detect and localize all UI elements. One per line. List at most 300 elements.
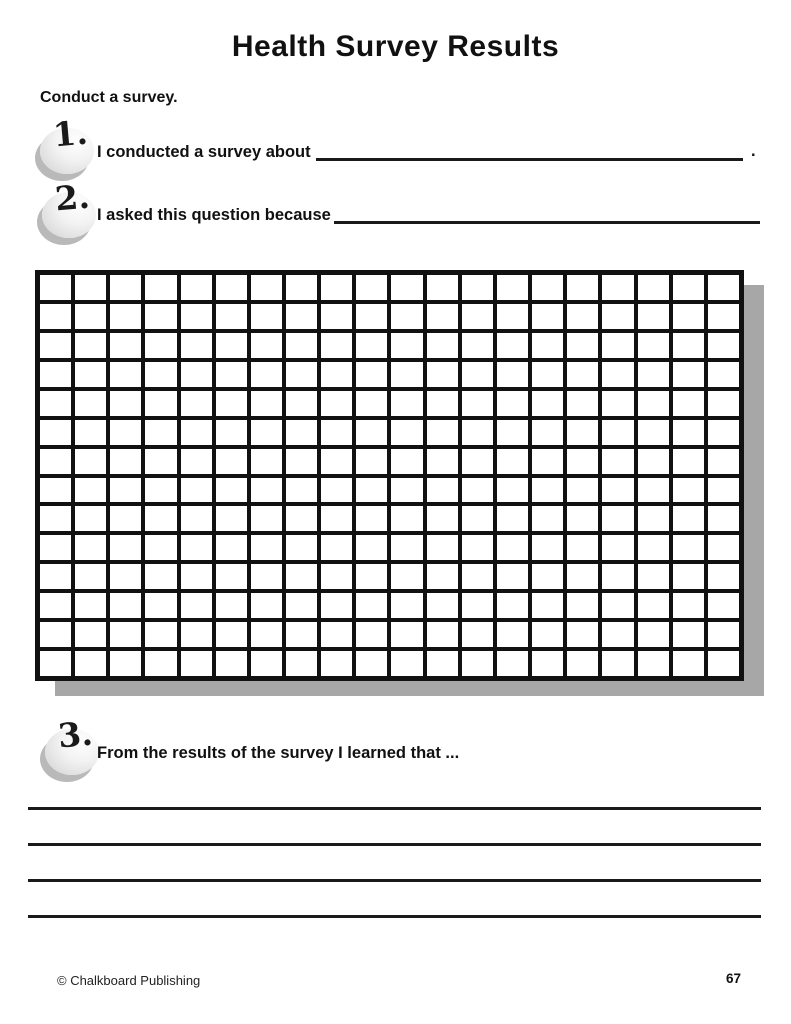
grid-cell — [567, 564, 598, 589]
grid-cell — [708, 275, 739, 300]
grid-cell — [391, 535, 422, 560]
question-1-label: I conducted a survey about — [97, 143, 311, 161]
grid-cell — [638, 651, 669, 676]
grid-cell — [181, 362, 212, 387]
grid-cell — [462, 478, 493, 503]
grid-cell — [216, 304, 247, 329]
question-1-number: 1. — [51, 112, 90, 155]
grid-cell — [497, 535, 528, 560]
grid-cell — [145, 333, 176, 358]
grid-cell — [286, 391, 317, 416]
grid-cell — [532, 333, 563, 358]
survey-grid — [35, 270, 744, 681]
grid-cell — [145, 651, 176, 676]
grid-cell — [251, 420, 282, 445]
grid-cell — [75, 564, 106, 589]
grid-cell — [181, 593, 212, 618]
grid-cell — [567, 622, 598, 647]
grid-cell — [638, 333, 669, 358]
grid-cell — [673, 535, 704, 560]
grid-cell — [391, 391, 422, 416]
grid-cell — [462, 535, 493, 560]
grid-cell — [40, 275, 71, 300]
grid-cell — [602, 593, 633, 618]
grid-cell — [75, 304, 106, 329]
grid-cell — [532, 275, 563, 300]
grid-cell — [427, 333, 458, 358]
grid-cell — [708, 304, 739, 329]
grid-cell — [251, 478, 282, 503]
grid-cell — [391, 564, 422, 589]
grid-cell — [251, 362, 282, 387]
grid-cell — [497, 362, 528, 387]
grid-cell — [286, 420, 317, 445]
grid-cell — [40, 362, 71, 387]
grid-cell — [110, 651, 141, 676]
grid-cell — [602, 564, 633, 589]
page-title: Health Survey Results — [231, 30, 560, 63]
grid-cell — [75, 478, 106, 503]
grid-cell — [110, 275, 141, 300]
grid-cell — [251, 506, 282, 531]
question-3-badge — [45, 713, 99, 775]
grid-cell — [391, 275, 422, 300]
grid-cell — [145, 478, 176, 503]
grid-cell — [532, 506, 563, 531]
grid-cell — [321, 535, 352, 560]
grid-cell — [462, 391, 493, 416]
grid-cell — [356, 564, 387, 589]
grid-cell — [497, 506, 528, 531]
grid-cell — [708, 593, 739, 618]
grid-cell — [391, 449, 422, 474]
grid-cell — [567, 593, 598, 618]
answer-line — [28, 843, 761, 846]
grid-cell — [181, 333, 212, 358]
grid-cell — [708, 449, 739, 474]
grid-cell — [356, 535, 387, 560]
grid-cell — [427, 362, 458, 387]
grid-cell — [110, 535, 141, 560]
grid-cell — [181, 275, 212, 300]
grid-cell — [497, 304, 528, 329]
grid-cell — [110, 362, 141, 387]
grid-cell — [75, 391, 106, 416]
grid-cell — [673, 564, 704, 589]
grid-cell — [216, 333, 247, 358]
grid-cell — [75, 275, 106, 300]
grid-cell — [286, 304, 317, 329]
grid-cell — [145, 420, 176, 445]
grid-cell — [145, 593, 176, 618]
grid-cell — [638, 304, 669, 329]
grid-cell — [251, 535, 282, 560]
grid-cell — [321, 449, 352, 474]
grid-cell — [638, 391, 669, 416]
grid-cell — [532, 622, 563, 647]
grid-cell — [391, 304, 422, 329]
grid-cell — [602, 420, 633, 445]
grid-cell — [497, 478, 528, 503]
grid-cell — [708, 564, 739, 589]
grid-cell — [181, 564, 212, 589]
grid-cell — [216, 535, 247, 560]
grid-cell — [567, 333, 598, 358]
footer-page-number: 67 — [725, 971, 741, 986]
grid-cell — [321, 593, 352, 618]
grid-cell — [638, 362, 669, 387]
grid-cell — [497, 593, 528, 618]
grid-cell — [286, 478, 317, 503]
grid-cell — [75, 333, 106, 358]
grid-cell — [356, 362, 387, 387]
grid-cell — [567, 275, 598, 300]
grid-cell — [427, 420, 458, 445]
grid-cell — [145, 506, 176, 531]
grid-cell — [567, 506, 598, 531]
question-2-number: 2. — [53, 176, 92, 219]
grid-cell — [356, 304, 387, 329]
grid-cell — [673, 622, 704, 647]
grid-cell — [251, 333, 282, 358]
grid-cell — [145, 449, 176, 474]
grid-cell — [532, 478, 563, 503]
grid-cell — [75, 651, 106, 676]
grid-cell — [602, 478, 633, 503]
instruction-text: Conduct a survey. — [40, 89, 178, 106]
question-1-suffix: . — [751, 142, 756, 160]
grid-cell — [216, 506, 247, 531]
grid-cell — [427, 391, 458, 416]
grid-cell — [497, 333, 528, 358]
grid-cell — [110, 391, 141, 416]
grid-cell — [638, 478, 669, 503]
grid-cell — [391, 506, 422, 531]
grid-cell — [110, 304, 141, 329]
grid-cell — [286, 362, 317, 387]
grid-cell — [602, 275, 633, 300]
grid-cell — [673, 333, 704, 358]
grid-cell — [602, 622, 633, 647]
grid-cell — [708, 506, 739, 531]
grid-cell — [321, 275, 352, 300]
grid-cell — [75, 506, 106, 531]
grid-cell — [391, 333, 422, 358]
grid-cell — [251, 391, 282, 416]
grid-cell — [602, 333, 633, 358]
grid-cell — [708, 478, 739, 503]
grid-cell — [532, 362, 563, 387]
grid-cell — [497, 651, 528, 676]
question-2-blank-line — [334, 221, 760, 224]
grid-cell — [40, 449, 71, 474]
grid-cell — [673, 593, 704, 618]
grid-cell — [462, 593, 493, 618]
grid-cell — [145, 362, 176, 387]
grid-cell — [567, 449, 598, 474]
grid-cell — [321, 362, 352, 387]
grid-cell — [216, 420, 247, 445]
grid-cell — [532, 420, 563, 445]
grid-cell — [391, 478, 422, 503]
grid-cell — [673, 478, 704, 503]
grid-cell — [75, 535, 106, 560]
grid-cell — [75, 593, 106, 618]
grid-cell — [356, 420, 387, 445]
grid-cell — [181, 420, 212, 445]
grid-cell — [110, 506, 141, 531]
grid-cell — [110, 333, 141, 358]
grid-cell — [427, 535, 458, 560]
grid-cell — [462, 333, 493, 358]
grid-cell — [567, 304, 598, 329]
grid-cell — [708, 420, 739, 445]
grid-cell — [216, 622, 247, 647]
grid-cell — [497, 449, 528, 474]
grid-cell — [110, 564, 141, 589]
grid-cell — [286, 275, 317, 300]
grid-cell — [181, 506, 212, 531]
grid-cell — [427, 622, 458, 647]
grid-cell — [602, 506, 633, 531]
grid-cell — [708, 651, 739, 676]
grid-cell — [462, 420, 493, 445]
grid-cell — [286, 506, 317, 531]
grid-cell — [216, 564, 247, 589]
grid-cell — [321, 478, 352, 503]
answer-line — [28, 879, 761, 882]
grid-cell — [567, 535, 598, 560]
grid-cell — [427, 304, 458, 329]
grid-cell — [427, 275, 458, 300]
grid-cell — [602, 449, 633, 474]
grid-cell — [391, 651, 422, 676]
grid-cell — [181, 449, 212, 474]
grid-cell — [708, 391, 739, 416]
grid-cell — [40, 564, 71, 589]
grid-cell — [673, 391, 704, 416]
grid-cell — [427, 564, 458, 589]
question-2-badge — [42, 176, 96, 238]
grid-cell — [532, 593, 563, 618]
grid-cell — [286, 535, 317, 560]
grid-cell — [638, 564, 669, 589]
grid-cell — [427, 478, 458, 503]
grid-cell — [602, 304, 633, 329]
grid-cell — [673, 651, 704, 676]
grid-cell — [532, 651, 563, 676]
grid-cell — [40, 651, 71, 676]
grid-cell — [497, 391, 528, 416]
grid-cell — [638, 622, 669, 647]
grid-cell — [497, 275, 528, 300]
grid-cell — [321, 420, 352, 445]
grid-cell — [75, 622, 106, 647]
grid-cell — [251, 304, 282, 329]
grid-cell — [462, 362, 493, 387]
grid-cell — [321, 506, 352, 531]
grid-cell — [110, 478, 141, 503]
grid-cell — [391, 622, 422, 647]
grid-cell — [673, 420, 704, 445]
grid-cell — [251, 564, 282, 589]
question-1-blank-line — [316, 158, 743, 161]
grid-cell — [110, 593, 141, 618]
grid-cell — [462, 449, 493, 474]
grid-cell — [638, 593, 669, 618]
grid-cell — [75, 449, 106, 474]
grid-cell — [145, 391, 176, 416]
grid-cell — [638, 449, 669, 474]
answer-lines — [28, 807, 761, 951]
grid-cell — [602, 651, 633, 676]
grid-cell — [391, 593, 422, 618]
grid-cell — [40, 622, 71, 647]
grid-cell — [216, 593, 247, 618]
grid-cell — [110, 449, 141, 474]
grid-cell — [638, 275, 669, 300]
grid-cell — [321, 651, 352, 676]
grid-cell — [40, 391, 71, 416]
grid-cell — [321, 304, 352, 329]
grid-cell — [567, 391, 598, 416]
grid-cell — [216, 362, 247, 387]
grid-cell — [427, 651, 458, 676]
grid-cell — [110, 420, 141, 445]
question-1-badge — [40, 112, 94, 174]
grid-cell — [40, 593, 71, 618]
grid-cell — [673, 506, 704, 531]
grid-cell — [216, 449, 247, 474]
grid-cell — [181, 651, 212, 676]
grid-cell — [145, 304, 176, 329]
grid-cell — [497, 622, 528, 647]
grid-cell — [40, 506, 71, 531]
grid-cell — [356, 275, 387, 300]
grid-cell — [251, 275, 282, 300]
grid-cell — [427, 449, 458, 474]
grid-cell — [497, 420, 528, 445]
grid-cell — [462, 651, 493, 676]
grid-cell — [40, 478, 71, 503]
grid-cell — [321, 391, 352, 416]
grid-cell — [40, 304, 71, 329]
grid-cell — [286, 622, 317, 647]
grid-cell — [251, 622, 282, 647]
grid-cell — [216, 275, 247, 300]
grid-cell — [638, 506, 669, 531]
grid-cell — [673, 449, 704, 474]
grid-cell — [40, 333, 71, 358]
grid-cell — [181, 535, 212, 560]
grid-cell — [532, 304, 563, 329]
grid-cell — [286, 564, 317, 589]
grid-cell — [40, 535, 71, 560]
grid-cell — [286, 333, 317, 358]
grid-cell — [251, 651, 282, 676]
grid-cell — [427, 593, 458, 618]
grid-cell — [321, 622, 352, 647]
grid-cell — [602, 362, 633, 387]
grid-cell — [181, 478, 212, 503]
footer-copyright: © Chalkboard Publishing — [57, 973, 201, 988]
grid-cell — [638, 535, 669, 560]
grid-cell — [321, 564, 352, 589]
grid-cell — [40, 420, 71, 445]
answer-line — [28, 807, 761, 810]
grid-cell — [251, 449, 282, 474]
grid-cell — [145, 622, 176, 647]
grid-cell — [673, 304, 704, 329]
question-3-number: 3. — [56, 713, 95, 756]
grid-cell — [75, 420, 106, 445]
grid-cell — [462, 506, 493, 531]
grid-cell — [708, 362, 739, 387]
grid-cell — [602, 391, 633, 416]
grid-cell — [216, 651, 247, 676]
grid-cell — [427, 506, 458, 531]
grid-cell — [567, 420, 598, 445]
grid-cell — [462, 275, 493, 300]
grid-cell — [356, 651, 387, 676]
grid-cell — [567, 651, 598, 676]
grid-cell — [286, 651, 317, 676]
answer-line — [28, 915, 761, 918]
grid-cell — [497, 564, 528, 589]
grid-cell — [110, 622, 141, 647]
grid-cell — [567, 478, 598, 503]
grid-cell — [251, 593, 282, 618]
question-3-label: From the results of the survey I learned that ... — [97, 744, 460, 762]
grid-cell — [708, 622, 739, 647]
grid-cell — [286, 593, 317, 618]
grid-cell — [532, 535, 563, 560]
grid-cell — [216, 391, 247, 416]
grid-cell — [356, 506, 387, 531]
grid-cell — [391, 420, 422, 445]
grid-cell — [145, 275, 176, 300]
grid-cell — [638, 420, 669, 445]
grid-cell — [673, 362, 704, 387]
grid-cell — [145, 535, 176, 560]
grid-cell — [356, 593, 387, 618]
grid-cell — [356, 333, 387, 358]
grid-cell — [216, 478, 247, 503]
grid-cell — [532, 391, 563, 416]
grid-cell — [462, 564, 493, 589]
grid-cell — [356, 478, 387, 503]
grid-cell — [356, 391, 387, 416]
question-2-label: I asked this question because — [97, 206, 331, 224]
grid-cell — [567, 362, 598, 387]
grid-cell — [75, 362, 106, 387]
grid-cell — [708, 333, 739, 358]
grid-cell — [356, 449, 387, 474]
grid-cell — [673, 275, 704, 300]
grid-cell — [181, 622, 212, 647]
grid-cell — [145, 564, 176, 589]
grid-cell — [356, 622, 387, 647]
grid-cell — [462, 622, 493, 647]
grid-cell — [391, 362, 422, 387]
grid-cell — [532, 564, 563, 589]
grid-cell — [532, 449, 563, 474]
grid-cell — [462, 304, 493, 329]
grid-cell — [708, 535, 739, 560]
grid-cell — [286, 449, 317, 474]
grid-cell — [181, 304, 212, 329]
grid-cell — [181, 391, 212, 416]
